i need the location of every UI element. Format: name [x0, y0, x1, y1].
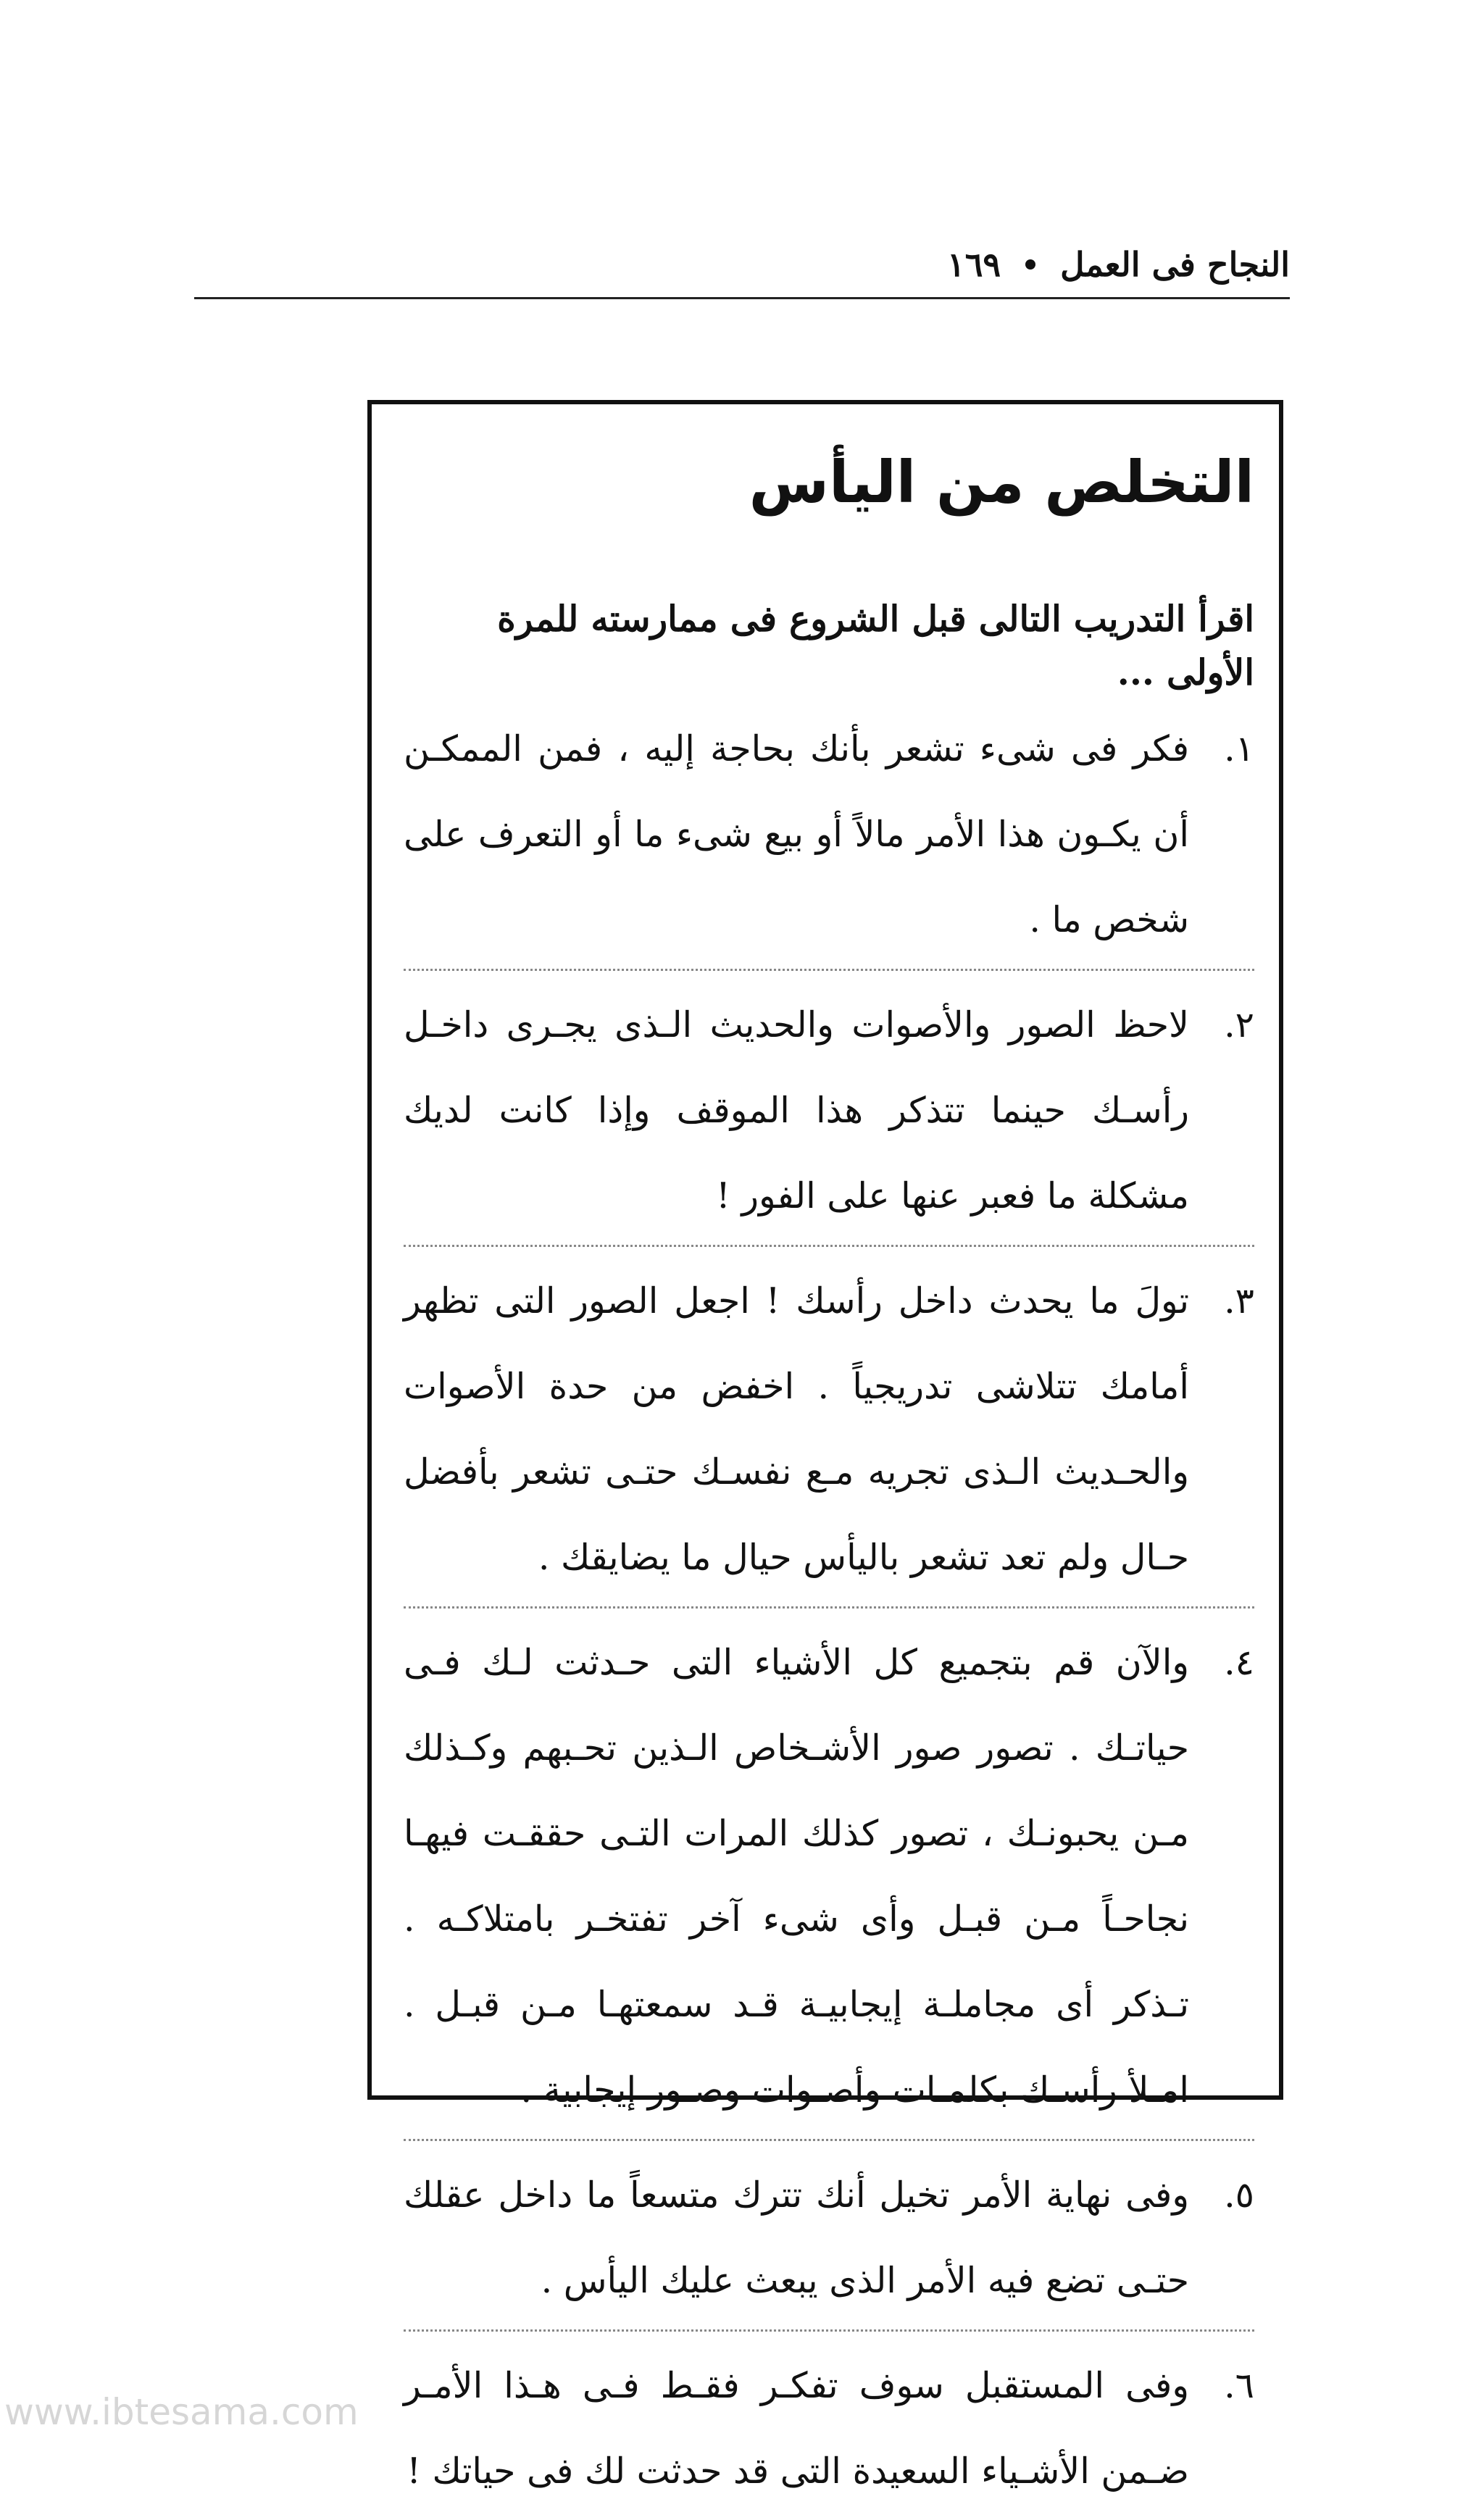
item-text: تولَ ما يحدث داخل رأسك ! اجعل الصور التى تظهر أمامك تتلاشى تدريجياً . اخفض من حدة الأصوات والحـديث الـذى تجريه مـع نفسـك حتـى تشعر بأفضل حـال ولم تعد تشعر باليأس حيال ما يضايقك .: [404, 1280, 1189, 1578]
watermark: www.ibtesama.com: [4, 2391, 359, 2433]
list-item: [404, 982, 1254, 1247]
item-number: ٣.: [1224, 1280, 1254, 1322]
item-text: وفى نهاية الأمر تخيل أنك تترك متسعاً ما داخل عقلك حتـى تضع فيه الأمر الذى يبعث عليك اليأس .: [404, 2174, 1189, 2301]
item-number: ٤.: [1224, 1642, 1254, 1683]
list-item: [404, 1620, 1254, 2141]
list-item: [404, 706, 1254, 971]
page-number: ١٦٩: [947, 245, 1001, 284]
item-number: ١.: [1224, 728, 1254, 769]
bullet-dot-icon: [1025, 259, 1035, 270]
item-text: وفى المستقبل سوف تفكـر فقـط فـى هـذا الأمـر ضـمن الأشـياء السعيدة التى قد حدثت لك فى حياتك !: [404, 2365, 1189, 2492]
item-number: ٦.: [1224, 2365, 1254, 2406]
list-item: [404, 2343, 1254, 2520]
running-header-title: النجاح فى العمل: [1060, 245, 1290, 284]
intro-text: اقرأ التدريب التالى قبل الشروع فى ممارسته للمرة الأولى ...: [497, 598, 1254, 693]
list-item: [404, 1259, 1254, 1609]
box-title: التخلص من اليأس: [749, 448, 1254, 516]
item-text: لاحظ الصور والأصوات والحديث الـذى يجـرى داخـل رأسـك حينما تتذكر هذا الموقف وإذا كانت لديك مشكلة ما فعبر عنها على الفور !: [404, 1004, 1189, 1217]
item-number: ٢.: [1224, 1004, 1254, 1046]
list-item: [404, 2153, 1254, 2332]
exercise-box: [367, 400, 1283, 2492]
header-divider: [194, 297, 1290, 299]
running-header: [194, 228, 1290, 301]
item-text: والآن قم بتجميع كل الأشياء التى حـدثت لـك فـى حياتـك . تصور صور الأشـخاص الـذين تحـبهم وكـذلك مـن يحبونـك ، تصور كذلك المرات التـى حققـت فيهـا نجاحـاً مـن قبـل وأى شىء آخر تفتخـر بامتلاكـه . تـذكر أى مجاملـة إيجابيـة قـد سمعتهـا مـن قبـل . امـلأ رأسـك بكلمـات وأصـوات وصـور إيجابية .: [404, 1642, 1189, 2111]
item-number: ٥.: [1224, 2174, 1254, 2216]
item-text: فكر فى شىء تشعر بأنك بحاجة إليه ، فمن الممكـن أن يكـون هذا الأمر مالاً أو بيع شىء ما أو التعرف على شخص ما .: [404, 728, 1189, 940]
steps-list: [404, 706, 1254, 2520]
